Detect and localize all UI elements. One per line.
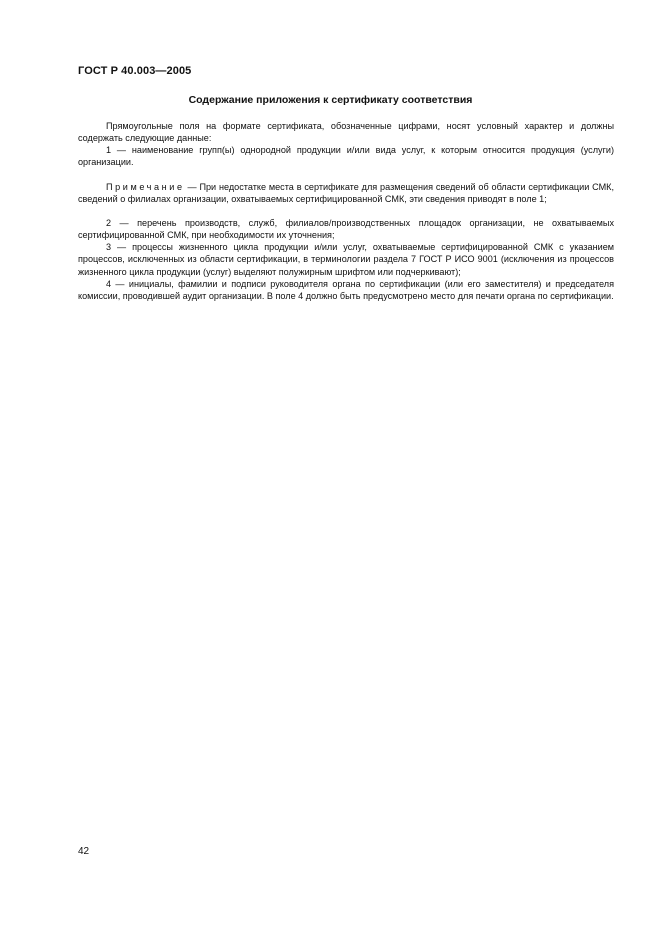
paragraph-field-1: 1 — наименование групп(ы) однородной продукции и/или вида услуг, к которым относится продукция (услуги) организации. xyxy=(78,145,614,168)
section-title: Содержание приложения к сертификату соответствия xyxy=(188,94,473,106)
note-paragraph xyxy=(78,181,614,205)
document-code-header: ГОСТ Р 40.003—2005 xyxy=(78,65,192,77)
paragraph-intro: Прямоугольные поля на формате сертификата, обозначенные цифрами, носят условный характер и должны содержать следующие данные: xyxy=(78,121,614,144)
body-text xyxy=(78,120,614,302)
paragraph-field-2: 2 — перечень производств, служб, филиалов/производственных площадок организации, не охватываемых сертифицированной СМК, при необходимости их уточнения; xyxy=(78,217,614,241)
paragraph-field-3: 3 — процессы жизненного цикла продукции и/или услуг, охватываемые сертифицированной СМК с указанием процессов, исключенных из области сертификации, в терминологии раздела 7 ГОСТ Р ИСО 9001 (исключения из процессов жизненного цикла продукции (услуг) выделяют полужирным шрифтом или подчеркивают); xyxy=(78,242,614,277)
note-label: Примечание xyxy=(106,181,185,192)
paragraph-field-4: 4 — инициалы, фамилии и подписи руководителя органа по сертификации (или его заместителя) и председателя комиссии, проводившей аудит организации. В поле 4 должно быть предусмотрено место для печати органа по сертификации. xyxy=(78,278,614,301)
note-text: — При недостатке места в сертификате для размещения сведений об области сертификации СМК, сведений о филиалах организации, охватываемых сертифицированной СМК, эти сведения приводят в поле 1; xyxy=(78,181,614,204)
page-number: 42 xyxy=(78,846,90,857)
